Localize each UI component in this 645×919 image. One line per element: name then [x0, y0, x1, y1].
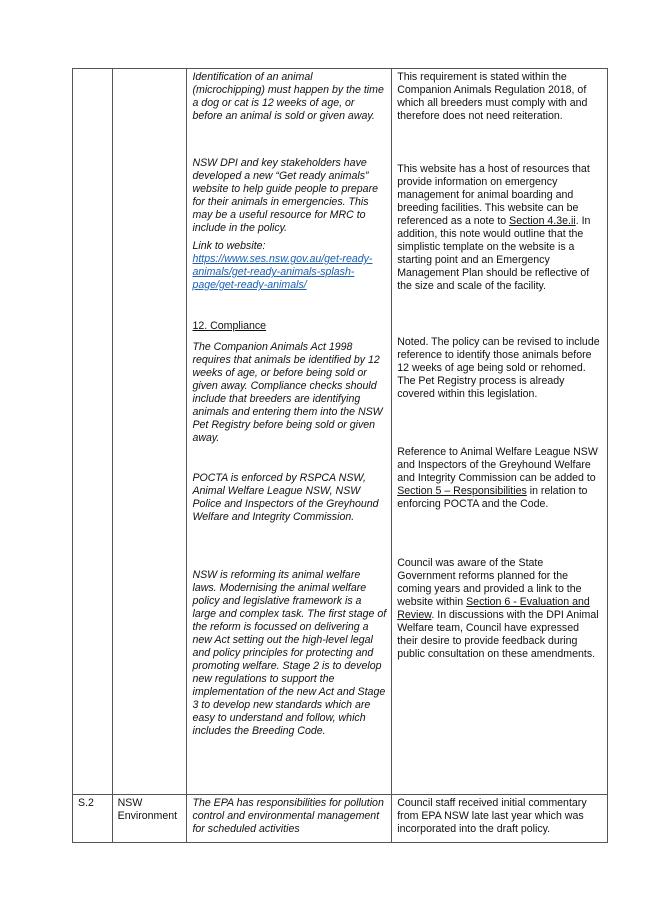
comment-pocta: POCTA is enforced by RSPCA NSW, Animal Welfare League NSW, NSW Police and Inspectors of the Greyhound Welfare and Integrity Commission. [192, 472, 379, 523]
comment-microchipping: Identification of an animal (microchipping) must happen by the time a dog or cat is 12 weeks of age, or before an animal is sold or given away. [192, 71, 384, 122]
response-cell: Council staff received initial commentary from EPA NSW late last year which was incorporated into the draft policy. [392, 795, 608, 843]
response-pocta [397, 446, 602, 511]
response-compliance: Noted. The policy can be revised to include reference to identify those animals before 12 weeks of age being sold or rehomed. The Pet Registry process is already covered within this legislation. [397, 336, 600, 400]
comment-cell [187, 69, 392, 795]
response-text: Reference to Animal Welfare League NSW and Inspectors of the Greyhound Welfare and Integrity Commission can be added to [397, 446, 598, 484]
submissions-table [72, 68, 608, 843]
ref-cell: S.2 [73, 795, 113, 843]
table-row [73, 69, 608, 795]
get-ready-animals-link[interactable]: https://www.ses.nsw.gov.au/get-ready-animals/get-ready-animals-splash-page/get-ready-animals/ [192, 253, 373, 291]
response-get-ready-animals [397, 163, 602, 293]
section-reference: Section 4.3e.ii [509, 215, 576, 227]
response-text: . In addition, this note would outline that the simplistic template on the website is a starting point and an Emergency Management Plan should be reflective of the size and scale of the facility. [397, 215, 591, 292]
comment-reform: NSW is reforming its animal welfare laws. Modernising the animal welfare policy and legislative framework is a large and complex task. The first stage of the reform is focussed on delivering a new Act setting out the high-level legal and policy principles for protecting and promoting welfare. Stage 2 is to develop new regulations to support the implementation of the new Act and Stage 3 to develop new standards which are easy to understand and follow, which includes the Breeding Code. [192, 569, 387, 737]
table-row [73, 795, 608, 843]
ref-cell [73, 69, 113, 795]
section-reference: Section 5 – Responsibilities [397, 485, 527, 497]
response-text: This website has a host of resources that provide information on emergency management for animal boarding and breeding facilities. This website can be referenced as a note to [397, 163, 590, 227]
submitter-cell [112, 69, 187, 795]
response-reform [397, 557, 602, 661]
response-text: . In discussions with the DPI Animal Welfare team, Council have expressed their desire to provide feedback during public consultation on these amendments. [397, 609, 599, 660]
response-cell [392, 69, 608, 795]
section-reference: Section 6 - Evaluation and Review [397, 596, 590, 621]
comment-cell: The EPA has responsibilities for pollution control and environmental management for scheduled activities [187, 795, 392, 843]
comment-get-ready-animals: NSW DPI and key stakeholders have developed a new “Get ready animals” website to help guide people to prepare for their animals in emergencies. This may be a useful resource for MRC to include in the policy. [192, 157, 378, 234]
response-text: in relation to enforcing POCTA and the Code. [397, 485, 588, 510]
compliance-heading: 12. Compliance [192, 320, 267, 332]
link-label: Link to website: [192, 240, 266, 252]
response-text: Council was aware of the State Government reforms planned for the coming years and provided a link to the website within [397, 557, 582, 608]
comment-compliance: The Companion Animals Act 1998 requires that animals be identified by 12 weeks of age, or before being sold or given away. Compliance checks should include that breeders are identifying animals and entering them into the NSW Pet Registry before being sold or given away. [192, 341, 383, 444]
submitter-cell: NSW Environment [112, 795, 187, 843]
response-microchipping: This requirement is stated within the Companion Animals Regulation 2018, of which all breeders must comply with and therefore does not need reiteration. [397, 71, 588, 122]
